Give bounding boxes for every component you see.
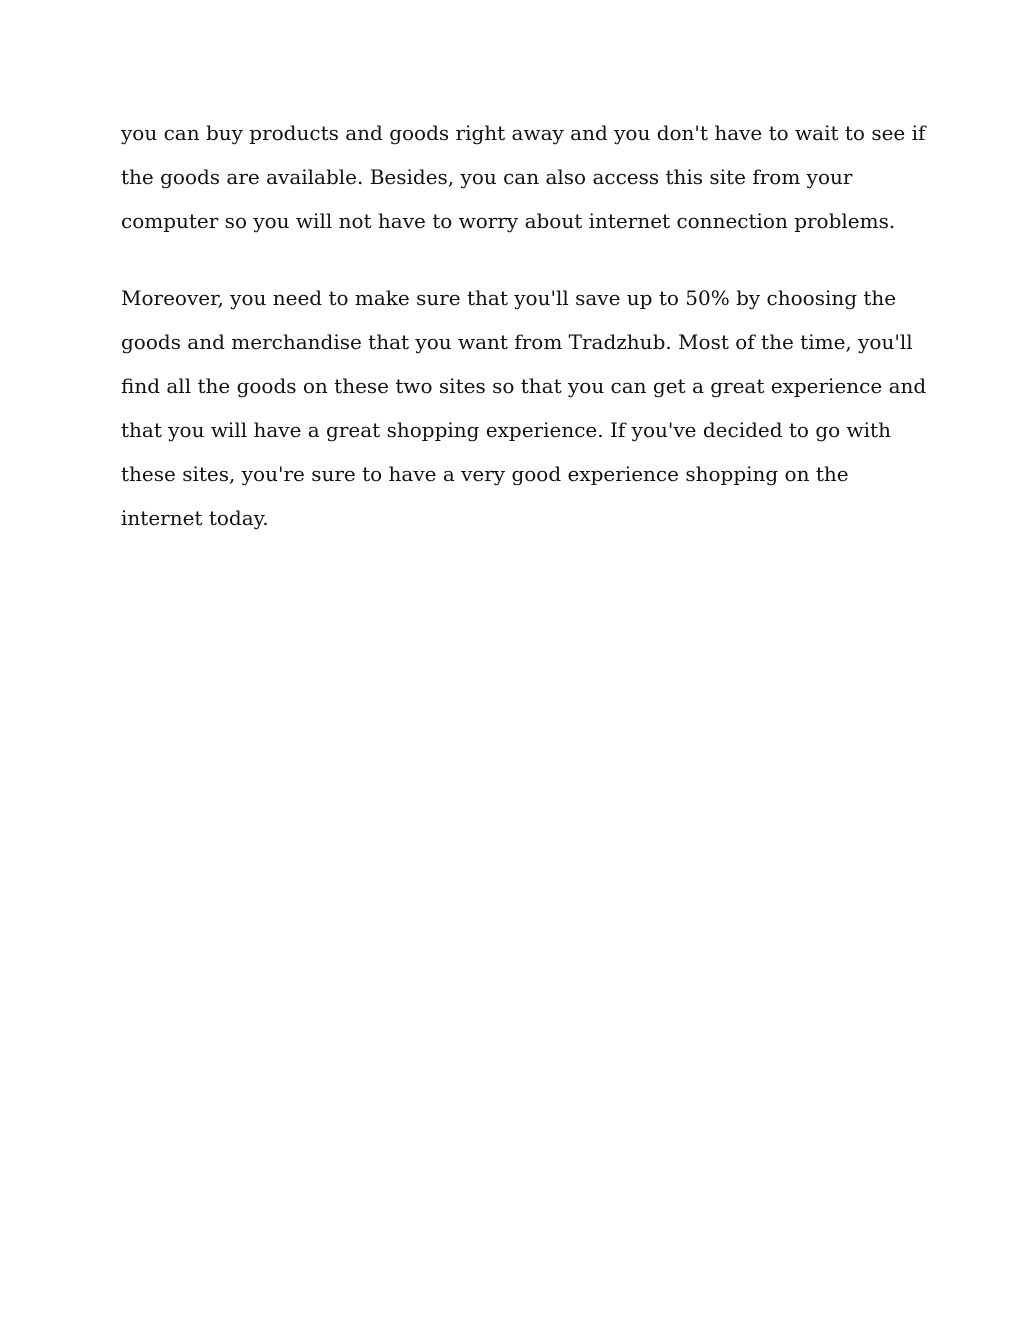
paragraph-line: these sites, you're sure to have a very good experience shopping on the bbox=[121, 462, 849, 486]
paragraph-line: internet today. bbox=[121, 506, 269, 530]
paragraph-line: Moreover, you need to make sure that you'll save up to 50% by choosing the bbox=[121, 286, 897, 310]
paragraph-2 bbox=[121, 276, 927, 540]
paragraph-line: you can buy products and goods right away and you don't have to wait to see if bbox=[121, 121, 926, 145]
paragraph-line: that you will have a great shopping experience. If you've decided to go with bbox=[121, 418, 891, 442]
paragraph-line: computer so you will not have to worry about internet connection problems. bbox=[121, 209, 896, 233]
paragraph-line: the goods are available. Besides, you can also access this site from your bbox=[121, 165, 853, 189]
paragraph-line: find all the goods on these two sites so that you can get a great experience and bbox=[121, 374, 927, 398]
paragraph-line: goods and merchandise that you want from Tradzhub. Most of the time, you'll bbox=[121, 330, 913, 354]
paragraph-spacer bbox=[121, 243, 911, 276]
body-text bbox=[121, 111, 927, 540]
paragraph-1 bbox=[121, 111, 926, 243]
